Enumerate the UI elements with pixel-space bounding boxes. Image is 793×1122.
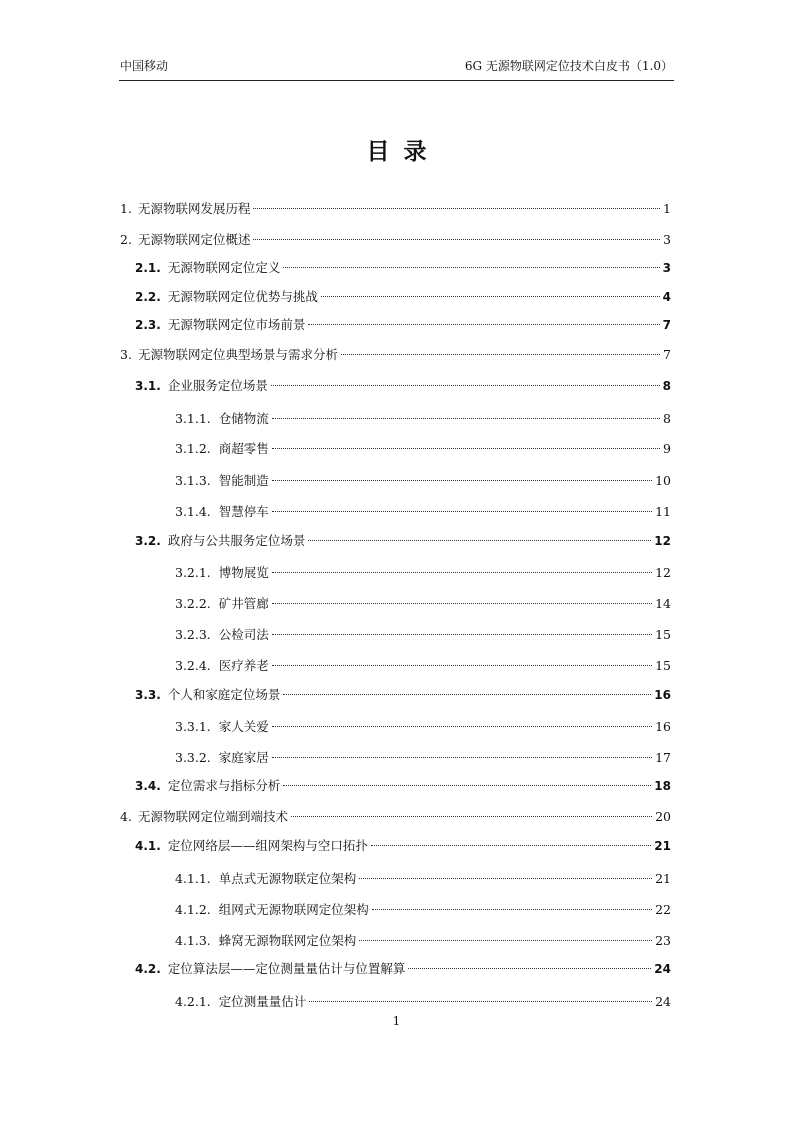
toc-dot-leader [253, 239, 660, 240]
toc-dot-leader [272, 665, 652, 666]
toc-entry-number: 4.1.1. [175, 871, 211, 886]
toc-entry-number: 3.2.2. [175, 596, 211, 611]
toc-entry-number: 3.1.3. [175, 473, 211, 488]
toc-dot-leader [283, 267, 659, 268]
toc-entry[interactable] [175, 410, 671, 428]
toc-entry-label: 无源物联网定位定义 [167, 260, 281, 275]
toc-entry-label: 企业服务定位场景 [167, 378, 268, 393]
toc-entry-label: 无源物联网定位端到端技术 [137, 809, 288, 824]
toc-entry-page: 3 [662, 261, 671, 275]
toc-entry-label: 家庭家居 [218, 750, 269, 765]
toc-dot-leader [272, 511, 652, 512]
toc-entry-page: 12 [654, 534, 671, 548]
toc-entry[interactable] [175, 440, 671, 458]
toc-entry-number: 3.1. [135, 379, 161, 393]
toc-entry-label: 组网式无源物联网定位架构 [218, 902, 369, 917]
toc-entry-number: 3.2.3. [175, 627, 211, 642]
toc-entry-page: 21 [655, 871, 671, 886]
toc-entry[interactable] [175, 718, 671, 736]
toc-entry-page: 16 [655, 719, 671, 734]
toc-entry-label: 定位需求与指标分析 [167, 778, 281, 793]
toc-entry-page: 23 [655, 933, 671, 948]
toc-entry[interactable] [175, 901, 671, 919]
toc-dot-leader [272, 418, 660, 419]
toc-entry[interactable] [135, 377, 671, 395]
toc-entry-page: 7 [663, 347, 671, 362]
toc-dot-leader [291, 816, 652, 817]
toc-entry-number: 3.2.4. [175, 658, 211, 673]
toc-entry[interactable] [175, 595, 671, 613]
toc-entry-page: 18 [654, 779, 671, 793]
toc-entry-page: 1 [663, 201, 671, 216]
toc-entry[interactable] [135, 837, 671, 855]
toc-title: 目录 [366, 139, 441, 165]
toc-dot-leader [272, 757, 652, 758]
toc-entry[interactable] [175, 657, 671, 675]
toc-dot-leader [321, 296, 660, 297]
toc-entry-label: 定位网络层——组网架构与空口拓扑 [167, 838, 368, 853]
toc-entry-page: 11 [655, 504, 671, 519]
toc-entry-label: 医疗养老 [218, 658, 269, 673]
toc-entry-page: 16 [654, 688, 671, 702]
toc-entry-label: 定位算法层——定位测量量估计与位置解算 [167, 961, 406, 976]
toc-entry-number: 3.1.2. [175, 441, 211, 456]
toc-entry-page: 15 [655, 627, 671, 642]
toc-entry[interactable] [120, 346, 671, 364]
toc-entry[interactable] [175, 749, 671, 767]
toc-entry-number: 4.2.1. [175, 994, 211, 1009]
toc-entry-page: 20 [655, 809, 671, 824]
toc-entry-page: 4 [662, 290, 671, 304]
toc-entry-page: 17 [655, 750, 671, 765]
toc-dot-leader [253, 208, 660, 209]
toc-dot-leader [272, 603, 652, 604]
toc-entry-label: 无源物联网定位概述 [137, 232, 251, 247]
toc-entry-page: 21 [654, 839, 671, 853]
toc-entry-number: 3.2.1. [175, 565, 211, 580]
toc-entry[interactable] [175, 932, 671, 950]
toc-entry-label: 智能制造 [218, 473, 269, 488]
toc-entry-page: 8 [663, 411, 671, 426]
toc-dot-leader [272, 572, 652, 573]
toc-entry-number: 4.1. [135, 839, 161, 853]
toc-entry-number: 3.3.1. [175, 719, 211, 734]
toc-entry-number: 2.1. [135, 261, 161, 275]
toc-dot-leader [408, 968, 651, 969]
toc-dot-leader [359, 878, 652, 879]
toc-dot-leader [371, 845, 651, 846]
toc-entry-number: 1. [120, 201, 132, 216]
toc-dot-leader [272, 480, 652, 481]
toc-entry-number: 3.2. [135, 534, 161, 548]
toc-entry-label: 公检司法 [218, 627, 269, 642]
toc-entry-label: 无源物联网定位优势与挑战 [167, 289, 318, 304]
toc-dot-leader [309, 1001, 652, 1002]
toc-entry[interactable] [135, 960, 671, 978]
toc-entry-page: 8 [662, 379, 671, 393]
toc-entry-label: 无源物联网发展历程 [137, 201, 251, 216]
toc-entry-number: 2.2. [135, 290, 161, 304]
toc-entry-page: 12 [655, 565, 671, 580]
page-header-left: 中国移动 [120, 59, 169, 73]
toc-entry-label: 博物展览 [218, 565, 269, 580]
toc-entry-number: 3.3.2. [175, 750, 211, 765]
toc-entry-number: 4.2. [135, 962, 161, 976]
toc-entry-label: 无源物联网定位市场前景 [167, 317, 306, 332]
toc-dot-leader [271, 385, 660, 386]
toc-entry[interactable] [120, 231, 671, 249]
toc-entry-page: 24 [654, 962, 671, 976]
toc-entry-number: 3.3. [135, 688, 161, 702]
toc-entry-page: 3 [663, 232, 671, 247]
toc-entry[interactable] [135, 532, 671, 550]
toc-entry-number: 3.1.1. [175, 411, 211, 426]
toc-entry-label: 仓储物流 [218, 411, 269, 426]
toc-entry-label: 商超零售 [218, 441, 269, 456]
toc-entry[interactable] [175, 503, 671, 521]
toc-dot-leader [308, 324, 659, 325]
toc-entry[interactable] [135, 288, 671, 306]
toc-entry[interactable] [175, 564, 671, 582]
toc-entry[interactable] [175, 472, 671, 490]
toc-entry-label: 矿井管廊 [218, 596, 269, 611]
toc-entry-label: 个人和家庭定位场景 [167, 687, 281, 702]
toc-entry-label: 无源物联网定位典型场景与需求分析 [137, 347, 338, 362]
toc-entry-label: 蜂窝无源物联网定位架构 [218, 933, 357, 948]
toc-entry-number: 2. [120, 232, 132, 247]
toc-dot-leader [308, 540, 651, 541]
page-header-right: 6G 无源物联网定位技术白皮书（1.0） [464, 59, 673, 73]
toc-dot-leader [272, 634, 652, 635]
toc-entry-page: 24 [655, 994, 671, 1009]
toc-entry[interactable] [175, 626, 671, 644]
toc-entry-label: 政府与公共服务定位场景 [167, 533, 306, 548]
toc-entry-number: 4.1.3. [175, 933, 211, 948]
toc-entry[interactable] [120, 200, 671, 218]
toc-entry-page: 10 [655, 473, 671, 488]
toc-dot-leader [341, 354, 660, 355]
toc-dot-leader [283, 694, 651, 695]
toc-entry-page: 15 [655, 658, 671, 673]
toc-dot-leader [283, 785, 651, 786]
toc-entry-label: 单点式无源物联定位架构 [218, 871, 357, 886]
toc-entry[interactable] [175, 993, 671, 1011]
toc-dot-leader [272, 726, 652, 727]
toc-entry-label: 定位测量量估计 [218, 994, 307, 1009]
toc-entry-number: 3.1.4. [175, 504, 211, 519]
toc-entry-page: 7 [662, 318, 671, 332]
toc-entry-number: 4. [120, 809, 132, 824]
toc-dot-leader [359, 940, 652, 941]
toc-entry[interactable] [175, 870, 671, 888]
toc-dot-leader [272, 448, 660, 449]
toc-entry[interactable] [135, 686, 671, 704]
toc-entry[interactable] [120, 808, 671, 826]
toc-entry-page: 22 [655, 902, 671, 917]
page-number: 1 [392, 1014, 401, 1028]
toc-entry-number: 3.4. [135, 779, 161, 793]
toc-entry-label: 智慧停车 [218, 504, 269, 519]
toc-entry-number: 2.3. [135, 318, 161, 332]
toc-entry-number: 3. [120, 347, 132, 362]
toc-entry-page: 14 [655, 596, 671, 611]
toc-entry-page: 9 [663, 441, 671, 456]
toc-entry-label: 家人关爱 [218, 719, 269, 734]
toc-entry[interactable] [135, 259, 671, 277]
toc-entry-number: 4.1.2. [175, 902, 211, 917]
toc-entry[interactable] [135, 777, 671, 795]
toc-entry[interactable] [135, 316, 671, 334]
toc-dot-leader [372, 909, 652, 910]
